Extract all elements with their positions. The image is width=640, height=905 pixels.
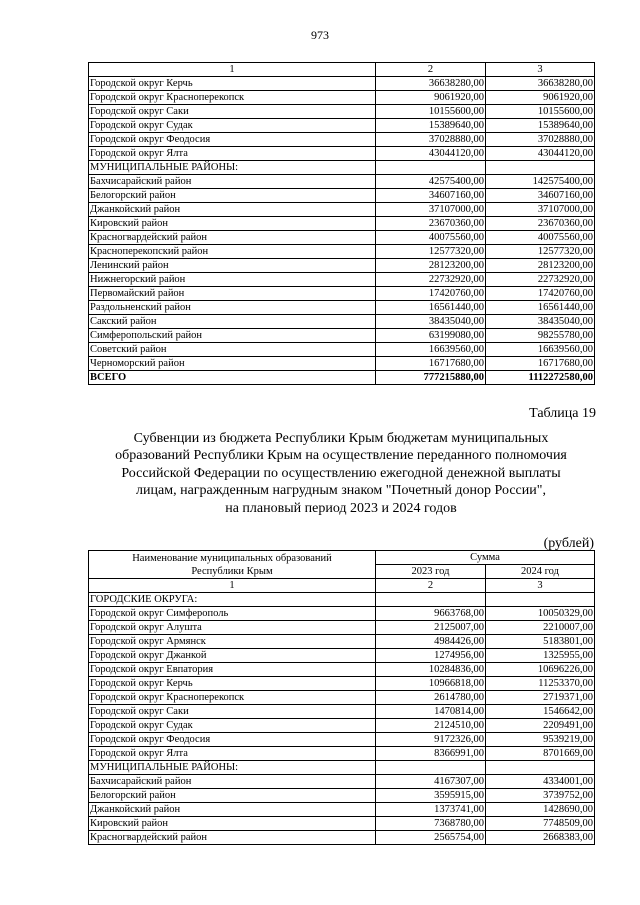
row-name: Сакский район: [89, 315, 376, 329]
row-name: Джанкойский район: [89, 803, 376, 817]
row-value-2: 1428690,00: [486, 803, 595, 817]
total-row: [89, 371, 595, 385]
currency-unit: (рублей): [543, 536, 594, 551]
row-name: Красногвардейский район: [89, 231, 376, 245]
row-name: Городской округ Керчь: [89, 77, 376, 91]
row-value-1: 42575400,00: [376, 175, 486, 189]
total-label: ВСЕГО: [89, 371, 376, 385]
row-name: Нижнегорский район: [89, 273, 376, 287]
table-row: [89, 231, 595, 245]
row-value-1: [376, 161, 486, 175]
row-value-1: 37028880,00: [376, 133, 486, 147]
row-value-1: 16639560,00: [376, 343, 486, 357]
table-row: [89, 147, 595, 161]
row-value-1: 4984426,00: [376, 635, 486, 649]
row-name: Городской округ Армянск: [89, 635, 376, 649]
row-value-1: 43044120,00: [376, 147, 486, 161]
row-name: Советский район: [89, 343, 376, 357]
row-value-2: [486, 593, 595, 607]
row-name: Городской округ Джанкой: [89, 649, 376, 663]
row-name: Симферопольский район: [89, 329, 376, 343]
row-name: Раздольненский район: [89, 301, 376, 315]
row-name: Городской округ Ялта: [89, 747, 376, 761]
row-value-2: 2668383,00: [486, 831, 595, 845]
page-number: 973: [311, 28, 329, 42]
row-name: Городской округ Феодосия: [89, 733, 376, 747]
row-name: Белогорский район: [89, 789, 376, 803]
table-row: [89, 761, 595, 775]
row-value-1: 17420760,00: [376, 287, 486, 301]
table-row: [89, 189, 595, 203]
row-value-1: 2565754,00: [376, 831, 486, 845]
table-row: [89, 635, 595, 649]
table-19: [88, 550, 595, 845]
table-row: [89, 775, 595, 789]
row-value-2: 98255780,00: [486, 329, 595, 343]
row-value-2: 1325955,00: [486, 649, 595, 663]
row-value-1: 10155600,00: [376, 105, 486, 119]
header-name-line-2: Республики Крым: [191, 565, 273, 577]
row-name: Бахчисарайский район: [89, 775, 376, 789]
row-name: Городской округ Саки: [89, 705, 376, 719]
header-year-2024: 2024 год: [486, 565, 595, 579]
col-number-1: 1: [89, 63, 376, 77]
row-value-1: 4167307,00: [376, 775, 486, 789]
row-name: Красногвардейский район: [89, 831, 376, 845]
row-value-2: 16639560,00: [486, 343, 595, 357]
table-row: [89, 343, 595, 357]
column-number-row: [89, 63, 595, 77]
row-name: Городской округ Алушта: [89, 621, 376, 635]
table-row: [89, 705, 595, 719]
row-value-2: 17420760,00: [486, 287, 595, 301]
table-row: [89, 357, 595, 371]
row-value-2: 1546642,00: [486, 705, 595, 719]
row-name: Городской округ Судак: [89, 119, 376, 133]
table-row: [89, 789, 595, 803]
row-value-1: 63199080,00: [376, 329, 486, 343]
row-value-2: 36638280,00: [486, 77, 595, 91]
row-value-2: 40075560,00: [486, 231, 595, 245]
table-caption: Таблица 19: [529, 406, 596, 421]
heading-line: на плановый период 2023 и 2024 годов: [225, 500, 457, 516]
row-value-2: 16717680,00: [486, 357, 595, 371]
row-name: Городской округ Красноперекопск: [89, 91, 376, 105]
row-value-1: 8366991,00: [376, 747, 486, 761]
row-value-1: 10284836,00: [376, 663, 486, 677]
row-value-1: 22732920,00: [376, 273, 486, 287]
row-value-1: 3595915,00: [376, 789, 486, 803]
row-value-1: 38435040,00: [376, 315, 486, 329]
row-value-1: 1274956,00: [376, 649, 486, 663]
row-value-2: 34607160,00: [486, 189, 595, 203]
table-row: [89, 315, 595, 329]
heading-line: Российской Федерации по осуществлению ежегодной денежной выплаты: [121, 465, 561, 481]
row-name: МУНИЦИПАЛЬНЫЕ РАЙОНЫ:: [89, 761, 376, 775]
table-row: [89, 329, 595, 343]
heading-line: лицам, награжденным нагрудным знаком "Почетный донор России",: [136, 483, 546, 499]
table-row: [89, 203, 595, 217]
row-value-2: 16561440,00: [486, 301, 595, 315]
header-year-2023: 2023 год: [376, 565, 486, 579]
row-value-1: 15389640,00: [376, 119, 486, 133]
row-value-2: 38435040,00: [486, 315, 595, 329]
row-value-2: 8701669,00: [486, 747, 595, 761]
table-row: [89, 677, 595, 691]
table-row: [89, 77, 595, 91]
total-value-1: 777215880,00: [376, 371, 486, 385]
total-value-2: 1112272580,00: [486, 371, 595, 385]
row-value-2: 10696226,00: [486, 663, 595, 677]
table-row: [89, 119, 595, 133]
table-row: [89, 747, 595, 761]
row-name: Черноморский район: [89, 357, 376, 371]
row-value-2: [486, 761, 595, 775]
row-name: Городской округ Евпатория: [89, 663, 376, 677]
row-value-2: 7748509,00: [486, 817, 595, 831]
row-value-1: 7368780,00: [376, 817, 486, 831]
row-value-1: 16561440,00: [376, 301, 486, 315]
row-value-1: 36638280,00: [376, 77, 486, 91]
table-row: [89, 217, 595, 231]
row-name: Красноперекопский район: [89, 245, 376, 259]
table-row: [89, 273, 595, 287]
table-row: [89, 733, 595, 747]
row-value-1: 10966818,00: [376, 677, 486, 691]
row-value-2: 37028880,00: [486, 133, 595, 147]
row-value-2: [486, 161, 595, 175]
col-number-2: 2: [376, 579, 486, 593]
table-row: [89, 607, 595, 621]
row-value-1: 34607160,00: [376, 189, 486, 203]
table-18-continuation: [88, 62, 595, 385]
table-row: [89, 287, 595, 301]
table-row: [89, 175, 595, 189]
row-value-1: 9061920,00: [376, 91, 486, 105]
row-value-1: 16717680,00: [376, 357, 486, 371]
table-row: [89, 691, 595, 705]
row-name: ГОРОДСКИЕ ОКРУГА:: [89, 593, 376, 607]
row-value-1: 2614780,00: [376, 691, 486, 705]
row-value-1: [376, 761, 486, 775]
row-name: Городской округ Судак: [89, 719, 376, 733]
row-value-2: 9539219,00: [486, 733, 595, 747]
col-number-3: 3: [486, 579, 595, 593]
row-value-1: 1373741,00: [376, 803, 486, 817]
table-row: [89, 245, 595, 259]
row-value-2: 9061920,00: [486, 91, 595, 105]
table-row: [89, 259, 595, 273]
row-value-2: 5183801,00: [486, 635, 595, 649]
row-value-2: 23670360,00: [486, 217, 595, 231]
row-name: Городской округ Симферополь: [89, 607, 376, 621]
row-value-2: 11253370,00: [486, 677, 595, 691]
column-number-row: [89, 579, 595, 593]
row-value-2: 43044120,00: [486, 147, 595, 161]
row-name: Городской округ Красноперекопск: [89, 691, 376, 705]
row-value-2: 28123200,00: [486, 259, 595, 273]
row-value-2: 2719371,00: [486, 691, 595, 705]
table-row: [89, 719, 595, 733]
row-value-2: 10155600,00: [486, 105, 595, 119]
row-name: Ленинский район: [89, 259, 376, 273]
col-number-2: 2: [376, 63, 486, 77]
row-value-2: 4334001,00: [486, 775, 595, 789]
table-row: [89, 301, 595, 315]
row-value-2: 10050329,00: [486, 607, 595, 621]
row-value-1: 23670360,00: [376, 217, 486, 231]
row-name: Кировский район: [89, 817, 376, 831]
header-name-line-1: Наименование муниципальных образований: [132, 552, 332, 564]
heading-line: образований Республики Крым на осуществление переданного полномочия: [115, 448, 567, 464]
row-value-1: 9663768,00: [376, 607, 486, 621]
table-row: [89, 831, 595, 845]
row-value-1: 2125007,00: [376, 621, 486, 635]
header-sum: Сумма: [376, 551, 595, 565]
row-value-2: 12577320,00: [486, 245, 595, 259]
row-value-2: 37107000,00: [486, 203, 595, 217]
row-name: Городской округ Саки: [89, 105, 376, 119]
col-number-3: 3: [486, 63, 595, 77]
table-row: [89, 133, 595, 147]
row-value-1: 2124510,00: [376, 719, 486, 733]
row-name: Белогорский район: [89, 189, 376, 203]
row-name: Кировский район: [89, 217, 376, 231]
row-name: Первомайский район: [89, 287, 376, 301]
header-name-cell: [89, 551, 376, 579]
row-name: Городской округ Феодосия: [89, 133, 376, 147]
row-value-2: 3739752,00: [486, 789, 595, 803]
row-value-1: 37107000,00: [376, 203, 486, 217]
row-name: Городской округ Керчь: [89, 677, 376, 691]
row-name: Городской округ Ялта: [89, 147, 376, 161]
col-number-1: 1: [89, 579, 376, 593]
table-row: [89, 621, 595, 635]
table-row: [89, 91, 595, 105]
heading-line: Субвенции из бюджета Республики Крым бюджетам муниципальных: [133, 431, 549, 446]
row-value-2: 2210007,00: [486, 621, 595, 635]
row-name: МУНИЦИПАЛЬНЫЕ РАЙОНЫ:: [89, 161, 376, 175]
table-row: [89, 817, 595, 831]
row-value-2: 142575400,00: [486, 175, 595, 189]
table-row: [89, 649, 595, 663]
table-row: [89, 593, 595, 607]
row-name: Джанкойский район: [89, 203, 376, 217]
table-row: [89, 105, 595, 119]
row-value-2: 22732920,00: [486, 273, 595, 287]
table-heading: [88, 430, 594, 517]
row-value-1: 9172326,00: [376, 733, 486, 747]
table-row: [89, 803, 595, 817]
row-value-2: 15389640,00: [486, 119, 595, 133]
table-row: [89, 663, 595, 677]
row-value-1: 40075560,00: [376, 231, 486, 245]
row-value-1: [376, 593, 486, 607]
row-value-1: 28123200,00: [376, 259, 486, 273]
row-value-2: 2209491,00: [486, 719, 595, 733]
table-row: [89, 161, 595, 175]
row-value-1: 1470814,00: [376, 705, 486, 719]
row-value-1: 12577320,00: [376, 245, 486, 259]
row-name: Бахчисарайский район: [89, 175, 376, 189]
